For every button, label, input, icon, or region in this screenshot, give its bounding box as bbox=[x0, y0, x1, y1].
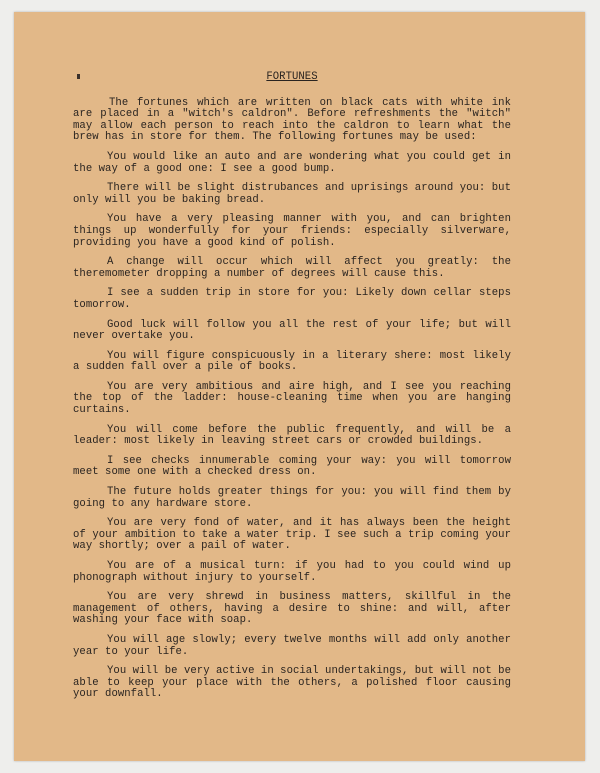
fortune-paragraph: Good luck will follow you all the rest of your life; but will never overtake you. bbox=[73, 318, 511, 343]
fortune-paragraph: A change will occur which will affect you greatly: the theremometer dropping a number of degrees will cause this. bbox=[73, 256, 511, 280]
fortune-paragraph: You will come before the public frequently, and will be a leader: most likely in leaving street cars or crowded buildings. bbox=[73, 423, 511, 448]
fortune-paragraph: I see checks innumerable coming your way: you will tomorrow meet some one with a checked dress on. bbox=[73, 454, 511, 479]
fortune-paragraph: You are of a musical turn: if you had to you could wind up phonograph without injury to yourself. bbox=[73, 560, 511, 584]
fortune-paragraph: You are very ambitious and aire high, and I see you reaching the top of the ladder: house-cleaning time when you are hanging curtains. bbox=[73, 380, 511, 417]
fortune-paragraph: You have a very pleasing manner with you, and can brighten things up wonderfully for your friends: especially silverware, providing you have a good kind of polish. bbox=[73, 213, 511, 249]
fortune-paragraph: You will age slowly; every twelve months will add only another year to your life. bbox=[73, 633, 511, 658]
fortune-paragraph: There will be slight distrubances and uprisings around you: but only will you be baking bread. bbox=[73, 182, 511, 206]
document-title: FORTUNES bbox=[266, 71, 318, 83]
fortune-paragraph: You will figure conspicuously in a literary shere: most likely a sudden fall over a pile of books. bbox=[73, 349, 511, 374]
fortune-paragraph: You are very fond of water, and it has always been the height of your ambition to take a water trip. I see such a trip coming your way shortly; over a pail of water. bbox=[73, 517, 511, 553]
typed-document bbox=[73, 72, 511, 709]
fortune-paragraph: You would like an auto and are wondering what you could get in the way of a good one: I see a good bump. bbox=[73, 150, 511, 175]
intro-paragraph: The fortunes which are written on black cats with white ink are placed in a "witch's caldron". Before refreshments the "witch" may allow each person to reach into the caldron to learn what the brew has in store for them. The following fortunes may be used: bbox=[73, 96, 511, 144]
fortune-paragraph: You are very shrewd in business matters, skillful in the management of others, having a desire to shine: and will, after washing your face with soap. bbox=[73, 591, 511, 627]
fortune-paragraph: You will be very active in social undertakings, but will not be able to keep your place with the others, a polished floor causing your downfall. bbox=[73, 665, 511, 701]
fortune-paragraph: I see a sudden trip in store for you: Likely down cellar steps tomorrow. bbox=[73, 287, 511, 311]
fortune-paragraph: The future holds greater things for you: you will find them by going to any hardware store. bbox=[73, 486, 511, 510]
